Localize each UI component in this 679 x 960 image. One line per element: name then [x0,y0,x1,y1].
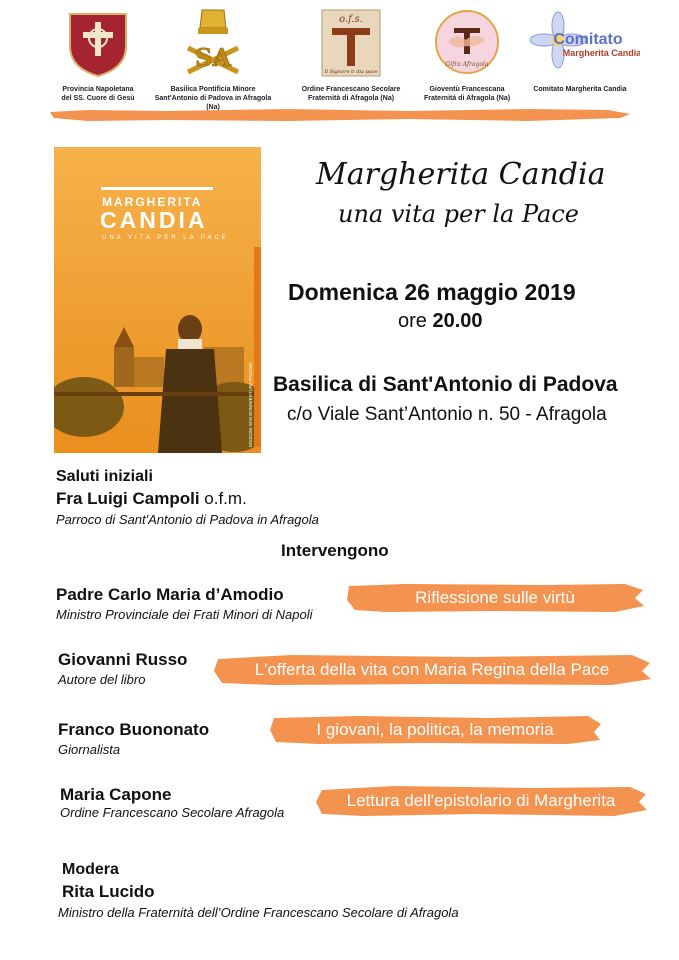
speakers-heading: Intervengono [281,541,389,560]
logo-caption: Gioventù Francescana Fraternità di Afragola (Na) [423,86,511,102]
moderator-role: Ministro della Fraternità dell’Ordine Francescano Secolare di Afragola [58,905,459,920]
cover-illustration [54,147,261,453]
header-brush-stroke [48,106,632,124]
greetings-name [56,489,247,509]
svg-text:SA: SA [195,43,231,72]
greetings-role: Parroco di Sant'Antonio di Padova in Afragola [56,512,319,527]
ofs-tau-icon [318,8,384,78]
event-date: Domenica 26 maggio 2019 [288,279,576,305]
speaker-topic: L'offerta della vita con Maria Regina della Pace [254,660,610,679]
event-title: Margherita Candia [316,157,606,192]
speaker-topic: Lettura dell'epistolario di Margherita [346,791,616,810]
comitato-flower-icon [520,8,640,78]
comitato-label1: Comitato [553,31,623,48]
event-time-value: 20.00 [432,310,483,332]
speaker-role: Ministro Provinciale dei Frati Minori di Napoli [56,607,313,622]
logo-ofs [286,8,416,103]
event-time [398,310,483,333]
moderator-heading: Modera [62,861,119,878]
greetings-heading: Saluti iniziali [56,468,153,485]
speaker-name: Franco Buononato [58,720,210,739]
speaker-topic-badge [212,653,652,683]
speaker-topic-badge [268,714,602,744]
cover-title-line2: CANDIA [100,207,208,233]
logo-provincia [33,8,163,103]
logo-caption: Comitato Margherita Candia [533,86,627,93]
event-venue: Basilica di Sant'Antonio di Padova [273,373,618,396]
speaker-role: Autore del libro [58,672,146,687]
speaker-name: Giovanni Russo [58,650,188,669]
cover-title-line1: MARGHERITA [102,195,203,209]
cover-spine-text: EDIZIONI SAN BONAVENTURA PADOVA [248,362,253,447]
event-address: c/o Viale Sant’Antonio n. 50 - Afragola [287,404,607,425]
gifra-label: Gifra Afragola [445,61,489,68]
ofs-motto: Il Signore ti dia pace [324,69,378,75]
logo-comitato [512,8,648,94]
book-cover [54,147,261,453]
papal-emblem-icon [180,8,246,78]
speaker-topic-badge [314,784,648,814]
logo-basilica [148,8,278,112]
ofs-label: o.f.s. [339,14,363,25]
event-subtitle: una vita per la Pace [338,200,579,228]
speaker-topic-badge [345,582,645,612]
speaker-topic: Riflessione sulle virtù [415,588,575,607]
speaker-topic: I giovani, la politica, la memoria [316,720,554,739]
gifra-dove-icon [434,8,500,78]
coat-of-arms-icon [65,8,131,78]
cover-subtitle: UNA VITA PER LA PACE [102,235,229,241]
speaker-role: Ordine Francescano Secolare Afragola [60,805,285,820]
logo-caption: Ordine Francescano Secolare Fraternità di Afragola (Na) [301,86,401,102]
event-time-prefix: ore [398,310,433,332]
moderator-name: Rita Lucido [62,882,155,901]
logo-caption: Provincia Napoletana del SS. Cuore di Gesù [61,86,135,102]
comitato-label2: Margherita Candia [562,48,640,58]
logo-caption: Basilica Pontificia Minore Sant'Antonio di Padova in Afragola (Na) [154,86,272,111]
speaker-role: Giornalista [58,742,121,757]
greetings-name-text: Fra Luigi Campoli [56,489,200,508]
greetings-suffix: o.f.m. [199,489,247,508]
speaker-name: Maria Capone [60,785,172,804]
speaker-name: Padre Carlo Maria d’Amodio [56,585,284,604]
